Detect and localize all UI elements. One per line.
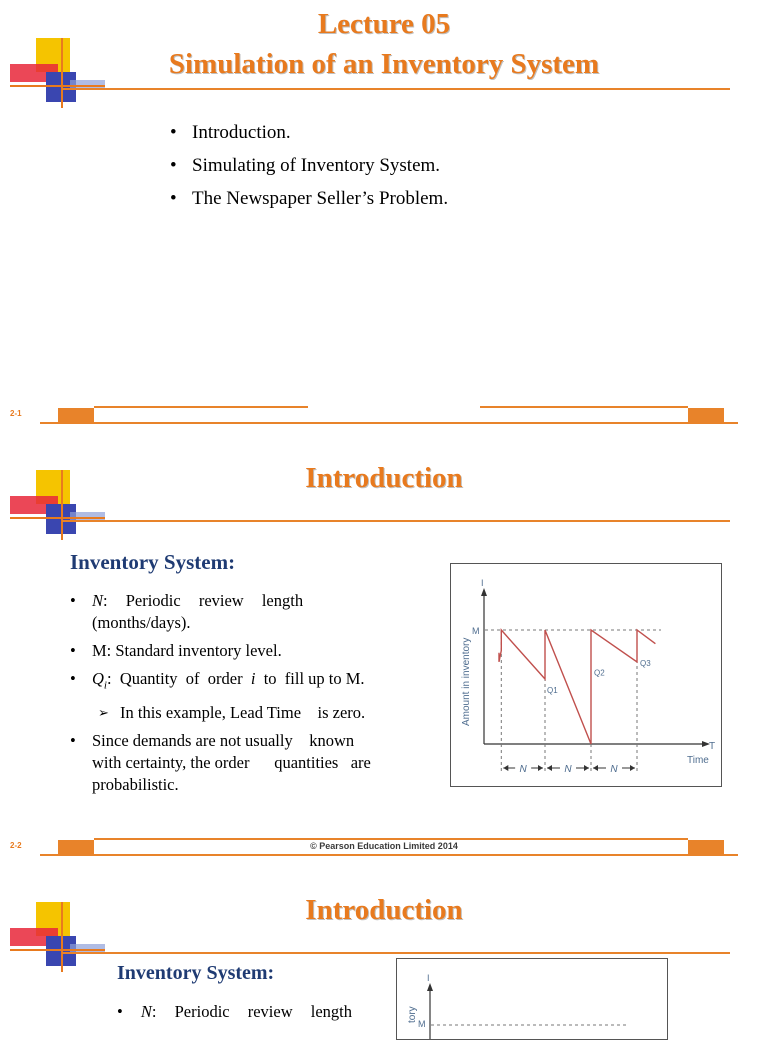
n-arrow-left-icon (547, 765, 552, 771)
inventory-chart-partial-svg (397, 959, 667, 1039)
list-item: • Introduction. (170, 122, 291, 143)
list-item-n: • N: Periodic review length (117, 1002, 353, 1021)
slide-footer (0, 402, 768, 426)
n-label-1: N (519, 764, 527, 775)
slide-footer (0, 834, 768, 858)
q1-label: Q1 (547, 686, 558, 696)
title-line-2: Simulation of an Inventory System (168, 48, 600, 80)
inventory-series-line (499, 630, 655, 744)
slide-title: Introduction (305, 894, 463, 926)
n-label-3: N (610, 764, 618, 775)
n-arrow-right-icon (538, 765, 543, 771)
slide-title: Introduction (305, 462, 463, 494)
list-item-qi: • $Q_i$: Quantity of order i to fill up to M. (70, 669, 365, 692)
x-axis-letter: T (709, 741, 716, 752)
list-item-probabilistic: • Since demands are not usually known with certainty, the order quantities are probabilistic. (70, 731, 371, 795)
n-arrow-right-icon (630, 765, 635, 771)
footer-rule-top-right (480, 406, 688, 408)
x-axis-label: Time (687, 755, 709, 766)
n-label-2: N (564, 764, 572, 775)
q3-label: Q3 (640, 658, 651, 668)
list-item-m: • M: Standard inventory level. (70, 641, 282, 660)
footer-rule-bottom (40, 854, 738, 856)
agenda-list (170, 116, 448, 215)
y-axis-label: Amount in inventory (461, 637, 472, 726)
title-rule (62, 520, 730, 522)
n-arrow-left-icon (503, 765, 508, 771)
list-item-n: • N: Periodic review length (months/days). (70, 591, 304, 632)
footer-rule-top (94, 838, 688, 840)
list-item: • The Newspaper Seller’s Problem. (170, 188, 449, 209)
slide-3 (0, 864, 768, 1029)
footer-block-right (688, 408, 724, 423)
slide-1 (0, 0, 768, 432)
y-axis-arrow-icon (427, 983, 433, 991)
footer-rule-bottom (40, 422, 738, 424)
list-item-lead-time: ➢ In this example, Lead Time is zero. (98, 703, 366, 723)
title-rule (62, 88, 730, 90)
chart-marks (485, 630, 661, 775)
q2-label: Q2 (594, 668, 605, 678)
section-heading: Inventory System: (117, 962, 275, 984)
inventory-definition-list (70, 590, 425, 802)
slide-title (0, 4, 768, 84)
m-label: M (472, 626, 480, 636)
inventory-chart-svg (451, 564, 721, 786)
page-number: 2-1 (10, 409, 22, 418)
title-line-1: Lecture 05 (317, 8, 451, 40)
list-item: • Simulating of Inventory System. (170, 155, 441, 176)
y-axis-letter: I (481, 578, 484, 588)
footer-block-left (58, 408, 94, 423)
y-axis-letter: I (427, 973, 430, 983)
title-rule (62, 952, 730, 954)
y-axis-label-fragment: tory (407, 1006, 418, 1023)
slide-2 (0, 432, 768, 864)
copyright-notice: © Pearson Education Limited 2014 (310, 841, 458, 851)
page-number: 2-2 (10, 841, 22, 850)
footer-block-right (688, 840, 724, 855)
section-heading: Inventory System: (70, 550, 236, 574)
n-arrow-right-icon (584, 765, 589, 771)
m-label: M (418, 1019, 426, 1029)
inventory-chart (450, 563, 722, 787)
y-axis-arrow-icon (481, 588, 487, 596)
n-arrow-left-icon (593, 765, 598, 771)
inventory-chart-partial (396, 958, 668, 1040)
footer-rule-top-left (94, 406, 308, 408)
